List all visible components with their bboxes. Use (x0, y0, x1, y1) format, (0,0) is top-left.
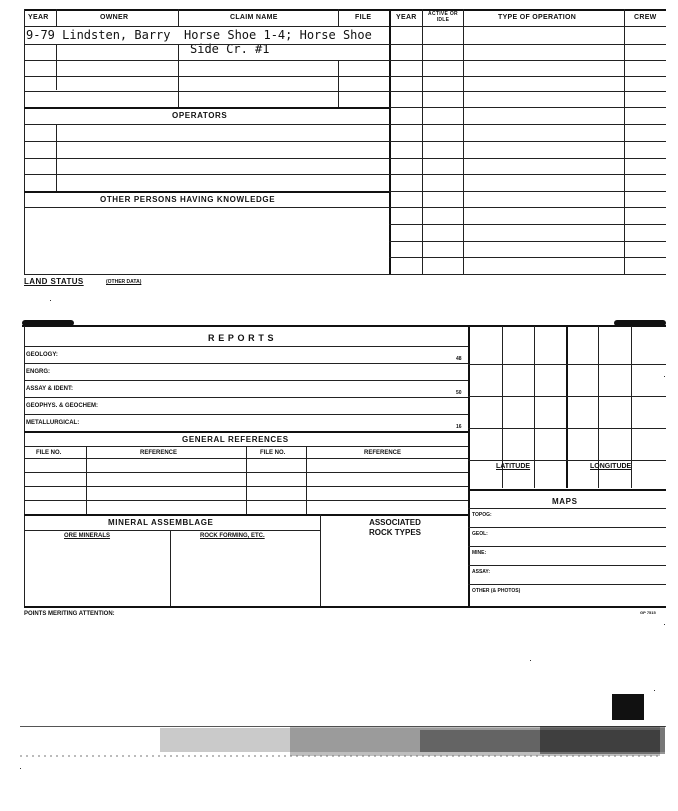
map-topog: TOPOG: (472, 512, 492, 518)
operators-heading: OPERATORS (172, 111, 228, 120)
header-claim-name: CLAIM NAME (230, 14, 278, 21)
maps-title: MAPS (552, 497, 578, 506)
other-persons-heading: OTHER PERSONS HAVING KNOWLEDGE (100, 195, 276, 204)
scan-noise-band (0, 720, 678, 780)
report-geology: GEOLOGY: (26, 352, 58, 358)
report-assay: ASSAY & IDENT: (26, 386, 74, 392)
associated-rock-types-line2: ROCK TYPES (368, 528, 421, 537)
map-geol: GEOL: (472, 531, 488, 537)
reports-title: R E P O R T S (208, 333, 275, 343)
points-meriting-attention: POINTS MERITING ATTENTION: (24, 611, 115, 617)
claim-entry-line2: Side Cr. #1 (190, 42, 270, 56)
report-geophys: GEOPHYS. & GEOCHEM: (26, 403, 99, 409)
header-owner: OWNER (100, 14, 129, 21)
header-year-2: YEAR (396, 14, 417, 21)
land-status-label: LAND STATUS (24, 277, 84, 286)
gr-col-file-no-1: FILE NO. (36, 450, 62, 456)
header-type-of-operation: TYPE OF OPERATION (498, 14, 577, 21)
map-assay: ASSAY: (472, 569, 491, 575)
header-active-or-idle: ACTIVE OR IDLE (428, 11, 458, 23)
report-metallurgical-num: 16 (456, 424, 462, 430)
header-year: YEAR (28, 14, 49, 21)
report-geology-num: 48 (456, 356, 462, 362)
header-file: FILE (355, 14, 372, 21)
form-code: GP 7515 (640, 610, 656, 615)
report-assay-num: 50 (456, 390, 462, 396)
longitude-label: LONGITUDE (590, 463, 632, 470)
report-engrg: ENGRG: (26, 369, 50, 375)
rock-forming-label: ROCK FORMING, ETC. (200, 533, 265, 539)
report-metallurgical: METALLURGICAL: (26, 420, 80, 426)
mineral-assemblage-title: MINERAL ASSEMBLAGE (108, 518, 214, 527)
gr-col-file-no-2: FILE NO. (260, 450, 286, 456)
gr-col-reference-1: REFERENCE (140, 450, 178, 456)
claim-entry-line1: Horse Shoe 1-4; Horse Shoe (184, 28, 372, 42)
land-status-sub: (OTHER DATA) (106, 279, 142, 285)
owner-entry: 9-79 Lindsten, Barry (26, 28, 171, 42)
ore-minerals-label: ORE MINERALS (64, 533, 111, 539)
header-crew: CREW (634, 14, 657, 21)
map-other: OTHER (& PHOTOS) (472, 588, 521, 594)
map-mine: MINE: (472, 550, 487, 556)
general-references-title: GENERAL REFERENCES (182, 435, 289, 444)
associated-rock-types-line1: ASSOCIATED (369, 518, 421, 527)
latitude-label: LATITUDE (496, 463, 531, 470)
gr-col-reference-2: REFERENCE (364, 450, 402, 456)
